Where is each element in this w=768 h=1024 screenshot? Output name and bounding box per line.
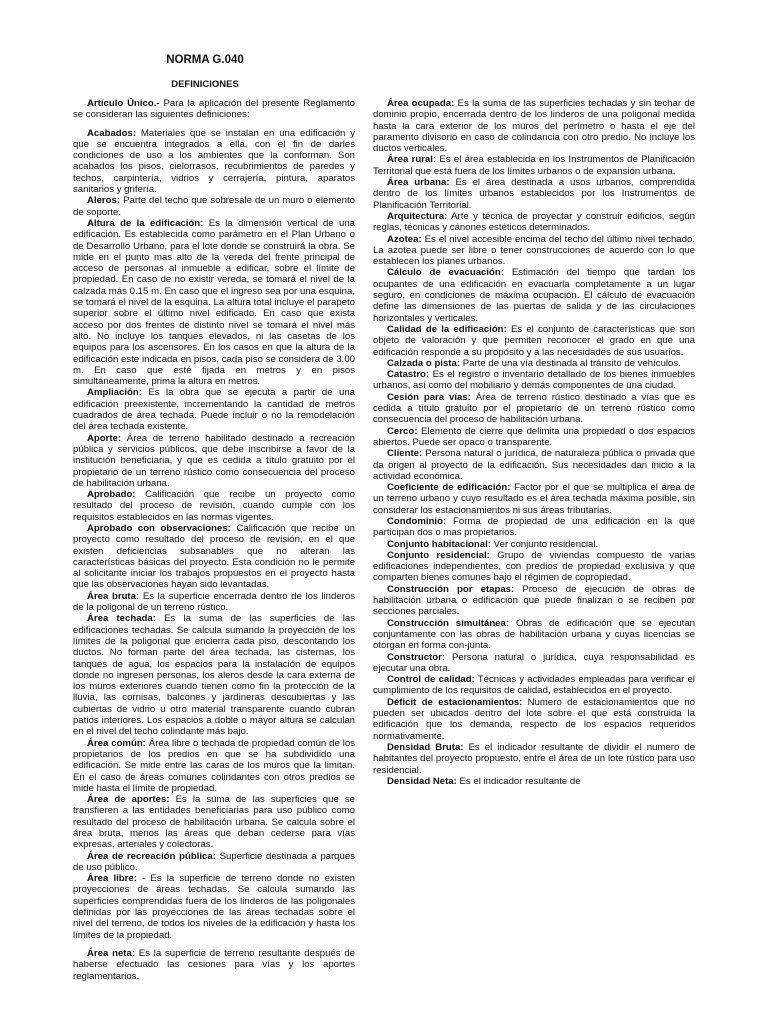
definition-text: Grupo de viviendas compuesto de varias edificaciones independientes, con predios de propiedad exclusiva y que comparten bienes comunes bajo el régimen de copropiedad. [373, 549, 695, 584]
definition-term: Área ocupada: [387, 98, 455, 109]
definition-term: Cerco: [387, 425, 418, 437]
definition-term: Calzada o pista: [387, 357, 461, 369]
definition-term: Condominio: [387, 515, 447, 527]
definition-term: Área bruta: [87, 590, 140, 602]
definition-term: Cliente: [387, 448, 423, 460]
definition-term: Construcción por etapas: [387, 583, 515, 595]
definition-text: Técnicas y actividades empleadas para verificar el cumplimiento de los requisitos de calidad, establecidos en el proyecto. [373, 674, 695, 697]
definition-text: Es el registro o inventario detallado de los bienes inmuebles urbanos, así como del mobiliario y demás componentes de una ciudad. [373, 369, 695, 392]
definition-entry [73, 851, 355, 874]
definition-entry [73, 591, 355, 614]
definition-term: Artículo Único.- [87, 98, 160, 109]
definition-text: Persona natural o jurídica, de naturaleza pública o privada que da origen al proyecto de la edificación. Sus necesidades dan inicio a la actividad económica. [373, 448, 695, 482]
definition-term: Acabados: [87, 127, 137, 139]
definition-text: Materiales que se instalan en una edificación y que se encuentra integrados a ella, con el fin de darles condiciones de uso a los ambientes que la conforman. Son acabados los pisos, cielorrasos, recubrimientos de paredes y techos, carpintería, vidrios y cerrajería, pintura, aparatos sanitarios y grifería. [73, 127, 355, 196]
definition-term: Construcción simultánea: [387, 617, 510, 629]
definition-entry [73, 195, 355, 218]
definition-entry [373, 652, 695, 675]
definition-text: Obras de edificación que se ejecutan conjuntamente con las obras de habilitación urbana y cuyas licencias se otorgan en forma con-junta. [373, 617, 695, 652]
definition-entry [373, 516, 695, 539]
definition-entry [373, 776, 695, 787]
definition-term: Calidad de la edificación: [387, 323, 507, 335]
definition-term: Área neta: [87, 947, 136, 959]
definition-entry [373, 324, 695, 358]
definition-term: Área común: [87, 737, 146, 749]
definition-term: Aprobado: [87, 489, 136, 501]
definition-entry [73, 433, 355, 489]
definition-text: Parte del techo que sobresale de un muro o elemento de soporte. [73, 195, 355, 218]
definition-text: Es la superficie encerrada dentro de los linderos de la poligonal de un terreno rústico. [73, 590, 355, 614]
definition-entry [373, 211, 695, 234]
definition-entry [373, 177, 695, 211]
definition-text: - Es la superficie de terreno donde no existen proyecciones de áreas techadas. Se calcula sumando las superficies comprendidas fuera de los linderos de las poligonales definidas por las proyecciones de las áreas techadas sobre el nivel del terreno, de todos los niveles de la edificación y hasta los límites de la propiedad. [73, 873, 355, 941]
definition-term: Área urbana: [387, 177, 450, 189]
section-subtitle: DEFINICIONES [171, 79, 239, 90]
definition-text: Persona natural o jurídica, cuya responsabilidad es ejecutar una obra. [373, 651, 695, 674]
definition-entry [73, 948, 355, 982]
definition-entry [373, 539, 695, 550]
definition-entry [73, 218, 355, 387]
definition-term: Área libre: [87, 873, 137, 885]
definition-text: Forma de propiedad de una edificación en la que participan dos o mas propietarios. [373, 515, 695, 539]
definition-term: Ampliación: [87, 387, 142, 399]
definition-entry [373, 154, 695, 177]
definition-text: Calificación que recibe un proyecto como resultado del proceso de revisión, cuando cumple con los requisitos establecidos en las normas vigentes. [73, 489, 355, 523]
definition-entry [373, 550, 695, 584]
definition-text: Estimación del tiempo que tardan los ocupantes de una edificación en evacuarla completamente a un lugar seguro, en condiciones de máxima ocupación. El cálculo de evacuación define las dimensiones de las puertas de salida y de las circulaciones horizontales y verticales. [373, 267, 695, 324]
definition-term: Aprobado con observaciones: [87, 522, 231, 534]
definition-entry [373, 267, 695, 323]
definition-text: Parte de una vía destinada al tránsito de vehículos. [462, 357, 681, 369]
definition-text: Es la dimensión vertical de una edificación. Es establecida como parámetro en el Plan Urbano o de Desarrollo Urbano, para el lote donde se construirá la obra. Se mide en el punto mas alto de la vereda del frente principal de acceso de personas al inmueble a edificar, sobre el límite de propiedad. En caso de no existir vereda, se tomará el nivel de la calzada más 0.15 m. En caso que el ingreso sea por una esquina, se tomará el nivel de la esquina. La altura total incluye el parapeto superior sobre el último nivel edificado. En caso que exista acceso por dos frentes de distinto nivel se tomará el nivel más alto. No incluye los tanques elevados, ni las casetas de los equipos para los ascensores. En los casos en que la altura de la edificación este indicada en pisos, cada piso se considera de 3.00 m. En caso que esté fijada en metros y en pisos simultáneamente, prima la altura en metros. [73, 217, 355, 388]
definition-text: Calificación que recibe un proyecto como resultado del proceso de revisión, en el que existen deficiencias subsanables que no alteran las características básicas del proyecto. Esta condición no le permite al solicitante iniciar los trabajos propuestos en el proyecto hasta que las observaciones hayan sido levantadas. [73, 522, 355, 591]
definition-entry [373, 98, 695, 154]
definition-entry [73, 873, 355, 941]
definition-entry [373, 742, 695, 776]
definition-text: Área de terreno habilitado destinado a recreación pública y servicios públicos, que debe inscribirse a favor de la institución beneficiaria, y que es cedida a título gratuito por el propietario de un terreno rústico como consecuencia del proceso de habilitación urbana. [73, 432, 355, 489]
definition-term: Área rural: [387, 154, 437, 166]
definition-term: Constructor: [387, 651, 446, 663]
definition-text: Es la suma de las superficies de las edificaciones techadas. Se calcula sumando la proyección de los límites de la poligonal que encierra cada piso, descontando los ductos. No forman parte del área techada, las cisternas, los tanques de agua, los espacios para la instalación de equipos donde no ingresen personas, los aleros desde la cara externa de los muros exteriores cuando tienen como fin la protección de la lluvia, las cornisas, balcones y jardineras descubiertas y las cubiertas de vidrio u otro material transparente cuando cubran patios interiores. Los espacios a doble o mayor altura se calculan en el nivel del techo colindante más bajo. [73, 613, 355, 738]
definition-entry [73, 98, 355, 121]
definition-text: Superficie destinada a parques de uso público. [73, 850, 355, 873]
left-column [73, 98, 355, 1020]
definition-term: Azotea: [387, 233, 422, 245]
definition-entry [73, 738, 355, 794]
definition-text: Elemento de cierre que delimita una propiedad o dos espacios abiertos. Puede ser opaco o transparente. [373, 425, 695, 448]
definition-term: Densidad Bruta: [387, 741, 464, 753]
definition-entry [373, 584, 695, 618]
definition-text: Es el área destinada a usos urbanos, comprendida dentro de los límites urbanos establecidos por los Instrumentos de Planificación Territorial. [373, 177, 695, 211]
definition-term: Coeficiente de edificación: [387, 482, 511, 494]
definition-entry [73, 387, 355, 432]
definition-term: Conjunto habitacional: [387, 538, 491, 550]
definition-entry [373, 482, 695, 516]
definition-term: Arquitectura: [387, 210, 448, 222]
definition-text: Es la suma de las superficies techadas y sin techar de dominio propio, encerrada dentro de los linderos de una poligonal medida hasta la cara exterior de los muros del perímetro o hasta el eje del paramento divisorio en caso de colindancia con otro predio. No incluye los ductos verticales. [373, 98, 695, 155]
definition-term: Cesión para vías: [387, 391, 471, 403]
definition-term: Aporte: [87, 432, 122, 444]
definition-text: Es el conjunto de características que son objeto de valoración y que permiten reconocer el grado en que una edificación responde a su propósito y a las necesidades de sus usuarios. [373, 323, 695, 358]
definition-text: Es el indicador resultante de [459, 775, 581, 787]
definition-entry [73, 128, 355, 196]
definition-entry [373, 697, 695, 742]
definition-term: Déficit de estacionamientos: [387, 696, 523, 708]
definition-text: Para la aplicación del presente Reglamento se consideran las siguientes definiciones: [73, 98, 355, 121]
definition-term: Área de recreación pública: [87, 850, 216, 862]
definition-text: Área libre o techada de propiedad común de los propietarios de los predios en que se ha subdividido una edificación. Se mide entre las caras de los muros que la limitan. En el caso de áreas comunes colindantes con otros predios se mide hasta el límite de propiedad. [73, 737, 355, 794]
definition-text: Arte y técnica de proyectar y construir edificios, según reglas, técnicas y cánones estéticos determinados. [373, 210, 695, 234]
definition-entry [373, 448, 695, 482]
definition-text: Es el nivel accesible encima del techo del último nivel techado. La azotea puede ser libre o tener construcciones de acuerdo con lo que establecen los planes urbanos. [373, 233, 695, 268]
definition-text: Es la suma de las superficies que se transfieren a las entidades beneficiarias para uso público como resultado del proceso de habilitación urbana. Se calcula sobre el área bruta, menos las áreas que deban cederse para vías expresas, arteriales y colectoras. [73, 794, 355, 851]
definition-text: Es el área establecida en los Instrumentos de Planificación Territorial que está fuera de los límites urbanos o de expansión urbana. [373, 154, 695, 177]
definition-entry [373, 674, 695, 697]
definition-entry [373, 392, 695, 426]
definition-term: Conjunto residencial: [387, 549, 490, 561]
definition-entry [373, 618, 695, 652]
definition-term: Altura de la edificación: [87, 217, 204, 229]
definition-text: Factor por el que se multiplica el área de un terreno urbano y cuyo resultado es el área techada máxima posible, sin considerar los estacionamientos ni sus áreas tributarias. [373, 482, 695, 516]
definition-text: Es la superficie de terreno resultante después de haberse efectuado las cesiones para vías y los aportes reglamentarios. [73, 947, 355, 982]
definition-text: Proceso de ejecución de obras de habilitación urbana o edificación que puede finalizan o se reciben por secciones parciales. [373, 583, 695, 618]
definition-entry [73, 613, 355, 737]
definition-term: Área de aportes: [87, 794, 170, 806]
definition-term: Control de calidad: [387, 674, 475, 686]
definition-text: Es el indicador resultante de dividir el numero de habitantes del proyecto propuesto, entre el área de un lote rústico para uso residencial. [373, 741, 695, 776]
definition-term: Cálculo de evacuación: [387, 267, 504, 279]
page-title: NORMA G.040 [166, 54, 244, 66]
definition-term: Catastro: [387, 369, 430, 381]
right-column [373, 98, 695, 1020]
definition-text: Ver conjunto residencial. [493, 538, 599, 550]
definition-term: Área techada: [87, 613, 156, 625]
definition-text: Es la obra que se ejecuta a partir de una edificación preexistente, incrementando la cantidad de metros cuadrados de área techada. Puede incluir o no la remodelación del área techada existente. [73, 387, 355, 433]
definition-entry [373, 369, 695, 392]
definition-term: Aleros: [87, 195, 121, 207]
definition-entry [73, 489, 355, 523]
definition-text: Área de terreno rústico destinado a vías que es cedida a título gratuito por el propietario de un terreno rústico como consecuencia del proceso de habilitación urbana. [373, 391, 695, 426]
definition-entry [73, 794, 355, 850]
definition-entry [373, 426, 695, 449]
definition-entry [373, 358, 695, 369]
definition-entry [373, 234, 695, 268]
definition-text: Numero de estacionamientos que no pueden ser ubicados dentro del lote sobre el que está construida la edificación que los demanda, respecto de los espacios requeridos normativamente. [373, 696, 695, 742]
definition-term: Densidad Neta: [387, 775, 457, 787]
definition-entry [73, 523, 355, 591]
